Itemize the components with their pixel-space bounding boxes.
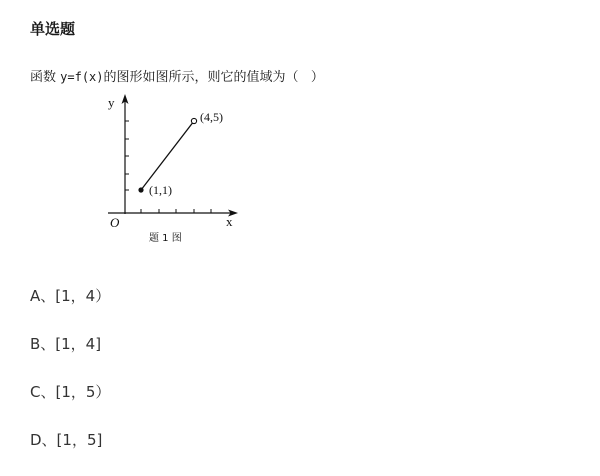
answer-options [30, 284, 110, 476]
figure-caption: 题 1 图 [149, 233, 182, 244]
closed-endpoint [138, 187, 143, 192]
function-graph-svg [100, 92, 250, 247]
x-axis-ticks [141, 209, 211, 213]
function-graph-figure [100, 92, 250, 247]
origin-label: O [110, 215, 120, 230]
function-segment [141, 121, 194, 190]
question-stem [30, 66, 324, 85]
question-type-title: 单选题 [30, 20, 76, 38]
option-d[interactable]: D、[1，5] [30, 431, 103, 449]
question-stem-function: y=f(x) [60, 70, 104, 84]
option-b[interactable]: B、[1，4] [30, 335, 102, 353]
option-a[interactable]: A、[1，4） [30, 287, 111, 305]
option-c[interactable]: C、[1，5） [30, 383, 111, 401]
question-stem-prefix: 函数 [30, 70, 61, 85]
y-axis-label: y [108, 95, 115, 110]
end-point-label: (4,5) [200, 110, 223, 124]
x-axis-label: x [226, 214, 233, 229]
start-point-label: (1,1) [149, 183, 172, 197]
open-endpoint [191, 118, 196, 123]
question-stem-suffix: 的图形如图所示，则它的值域为（ ） [103, 70, 324, 85]
